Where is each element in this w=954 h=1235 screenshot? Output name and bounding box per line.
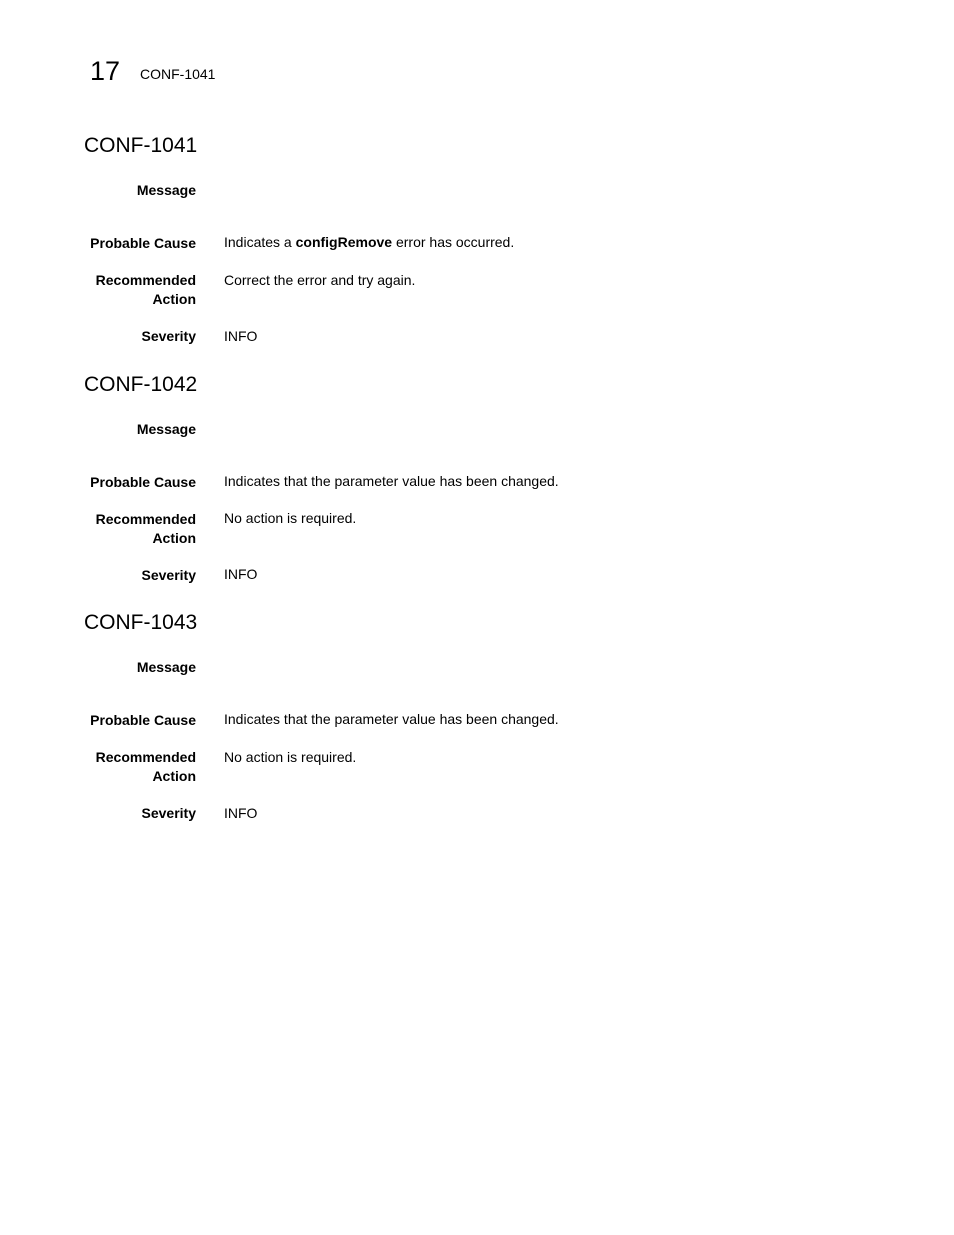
probable-cause-prefix: Indicates a <box>224 234 296 250</box>
recommended-label-line2: Action <box>152 291 196 307</box>
severity-label: Severity <box>141 328 196 344</box>
entry-title: CONF-1041 <box>84 134 198 157</box>
entry-title: CONF-1042 <box>84 373 198 396</box>
recommended-action-value: No action is required. <box>224 510 357 526</box>
probable-cause-value <box>224 233 514 252</box>
message-entry <box>0 133 954 368</box>
recommended-action-value: Correct the error and try again. <box>224 272 416 288</box>
recommended-label-line1: Recommended <box>95 749 196 765</box>
recommended-action-label <box>96 510 196 548</box>
recommended-label-line1: Recommended <box>95 511 196 527</box>
severity-value: INFO <box>224 566 258 582</box>
entry-title: CONF-1043 <box>84 611 198 634</box>
message-label: Message <box>136 182 196 198</box>
severity-label: Severity <box>141 805 196 821</box>
recommended-action-label <box>96 748 196 786</box>
severity-value: INFO <box>224 805 258 821</box>
probable-cause-value: Indicates that the parameter value has been changed. <box>224 711 559 727</box>
message-entry <box>0 372 954 607</box>
message-label: Message <box>136 421 196 437</box>
recommended-label-line1: Recommended <box>95 272 196 288</box>
severity-value: INFO <box>224 328 258 344</box>
recommended-action-value: No action is required. <box>224 749 357 765</box>
probable-cause-suffix: error has occurred. <box>392 234 515 250</box>
message-label: Message <box>136 659 196 675</box>
running-title: CONF-1041 <box>140 66 216 82</box>
probable-cause-value: Indicates that the parameter value has been changed. <box>224 473 559 489</box>
recommended-label-line2: Action <box>152 530 196 546</box>
message-entry <box>0 610 954 845</box>
probable-cause-label: Probable Cause <box>90 474 196 490</box>
probable-cause-label: Probable Cause <box>90 235 196 251</box>
command-name: configRemove <box>295 234 393 250</box>
chapter-number: 17 <box>90 56 121 86</box>
recommended-action-label <box>96 271 196 309</box>
recommended-label-line2: Action <box>152 768 196 784</box>
probable-cause-label: Probable Cause <box>90 712 196 728</box>
severity-label: Severity <box>141 567 196 583</box>
